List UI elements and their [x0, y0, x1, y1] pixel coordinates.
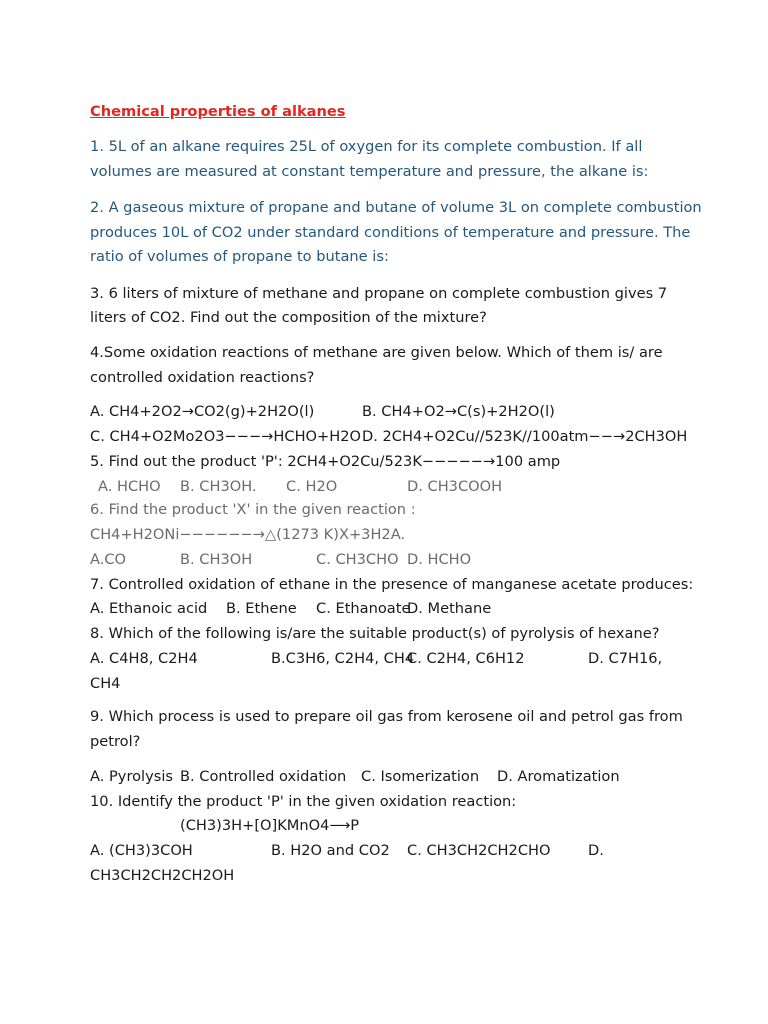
- q2-text-line-3: ratio of volumes of propane to butane is:: [90, 248, 389, 265]
- q7-options-row: [90, 597, 710, 622]
- q4-text-line-1: 4.Some oxidation reactions of methane are given below. Which of them is/ are: [90, 344, 663, 361]
- q6-option-d: D. HCHO: [407, 551, 472, 568]
- q8-option-d-continued: CH4: [90, 675, 121, 692]
- q3-text-line-1: 3. 6 liters of mixture of methane and propane on complete combustion gives 7: [90, 285, 668, 302]
- q5-text-line-1: 5. Find out the product 'P': 2CH4+O2Cu/523K−−−−−→100 amp: [90, 453, 561, 470]
- q5-option-c: C. H2O: [286, 478, 338, 495]
- q8-options-row: [90, 647, 710, 672]
- q9-options-row: [90, 765, 710, 790]
- q10-text-line-1: 10. Identify the product 'P' in the given oxidation reaction:: [90, 793, 517, 810]
- q8-option-a: A. C4H8, C2H4: [90, 650, 198, 667]
- q9-text-line-1: 9. Which process is used to prepare oil gas from kerosene oil and petrol gas from: [90, 708, 683, 725]
- q6-text-line-1: 6. Find the product 'X' in the given reaction :: [90, 501, 416, 518]
- q3-text-line-2: liters of CO2. Find out the composition of the mixture?: [90, 309, 487, 326]
- q4-options-row-2: [90, 425, 710, 450]
- page-title: Chemical properties of alkanes: [90, 103, 346, 120]
- q10-option-c: C. CH3CH2CH2CHO: [407, 842, 551, 859]
- q10-option-d: D.: [588, 842, 604, 859]
- q4-option-c: C. CH4+O2Mo2O3−−−→HCHO+H2O: [90, 428, 362, 445]
- q6-option-c: C. CH3CHO: [316, 551, 399, 568]
- q10-option-a: A. (CH3)3COH: [90, 842, 193, 859]
- q4-option-d: D. 2CH4+O2Cu//523K//100atm−−→2CH3OH: [362, 428, 688, 445]
- q4-options-row-1: [90, 400, 710, 425]
- q9-option-d: D. Aromatization: [497, 768, 620, 785]
- q9-option-b: B. Controlled oxidation: [180, 768, 347, 785]
- q6-options-row: [90, 548, 710, 573]
- q7-option-a: A. Ethanoic acid: [90, 600, 208, 617]
- q2-text-line-1: 2. A gaseous mixture of propane and butane of volume 3L on complete combustion: [90, 199, 702, 216]
- q10-options-row: [90, 839, 710, 864]
- q6-option-b: B. CH3OH: [180, 551, 253, 568]
- q8-option-c: C. C2H4, C6H12: [407, 650, 525, 667]
- q7-text-line-1: 7. Controlled oxidation of ethane in the presence of manganese acetate produces:: [90, 576, 694, 593]
- q4-option-a: A. CH4+2O2→CO2(g)+2H2O(l): [90, 403, 315, 420]
- q10-option-d-continued: CH3CH2CH2CH2OH: [90, 867, 235, 884]
- q9-option-c: C. Isomerization: [361, 768, 480, 785]
- q10-reaction: (CH3)3H+[O]KMnO4⟶P: [180, 817, 360, 834]
- q5-option-b: B. CH3OH.: [180, 478, 257, 495]
- q8-option-d: D. C7H16,: [588, 650, 663, 667]
- q7-option-c: C. Ethanoate: [316, 600, 411, 617]
- q7-option-d: D. Methane: [407, 600, 492, 617]
- q1-text-line-2: volumes are measured at constant temperature and pressure, the alkane is:: [90, 163, 649, 180]
- q5-options-row: [90, 475, 710, 500]
- q10-option-b: B. H2O and CO2: [271, 842, 390, 859]
- q9-text-line-2: petrol?: [90, 733, 141, 750]
- q5-option-a: A. HCHO: [98, 478, 161, 495]
- q9-option-a: A. Pyrolysis: [90, 768, 174, 785]
- q8-text-line-1: 8. Which of the following is/are the suitable product(s) of pyrolysis of hexane?: [90, 625, 660, 642]
- q4-option-b: B. CH4+O2→C(s)+2H2O(l): [362, 403, 555, 420]
- q6-option-a: A.CO: [90, 551, 127, 568]
- q1-text-line-1: 1. 5L of an alkane requires 25L of oxygen for its complete combustion. If all: [90, 138, 643, 155]
- q2-text-line-2: produces 10L of CO2 under standard conditions of temperature and pressure. The: [90, 224, 691, 241]
- q7-option-b: B. Ethene: [226, 600, 297, 617]
- q8-option-b: B.C3H6, C2H4, CH4: [271, 650, 415, 667]
- q6-text-line-2: CH4+H2ONi−−−−−−→△(1273 K)X+3H2A.: [90, 526, 406, 543]
- q5-option-d: D. CH3COOH: [407, 478, 503, 495]
- q4-text-line-2: controlled oxidation reactions?: [90, 369, 315, 386]
